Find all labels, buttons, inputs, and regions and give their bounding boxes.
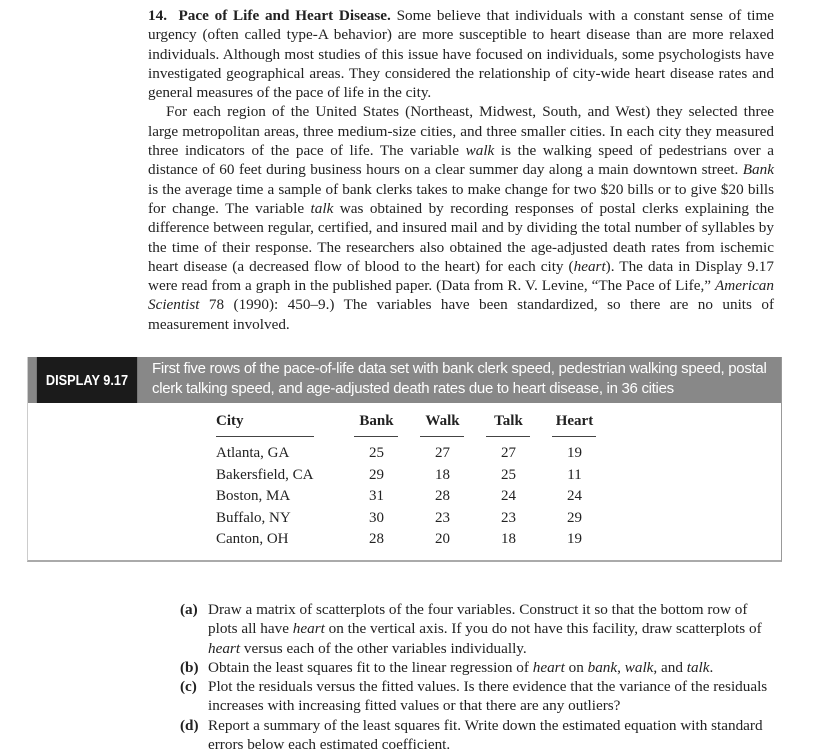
data-table xyxy=(216,411,607,551)
question-label: (b) xyxy=(180,658,199,676)
cell-talk: 18 xyxy=(500,531,516,547)
table-row xyxy=(216,529,607,551)
cell-talk: 25 xyxy=(500,466,516,483)
text: ). The data in Display 9.17 were read from a graph in the published paper. (Data from R. V. Levine, “The Pace of Life,” xyxy=(148,257,774,295)
table-row xyxy=(216,508,607,530)
text: is the average time a sample of bank clerks takes to make change for two $20 bills or to give $20 bills for change. The variable xyxy=(148,180,774,217)
cell-bank: 28 xyxy=(368,531,384,547)
cell-heart: 19 xyxy=(566,445,582,461)
question-text: Plot the residuals versus the fitted values. Is there evidence that the variance of the residuals increases with increasing fitted values or that there are any outliers? xyxy=(208,678,768,715)
question-b xyxy=(180,658,774,677)
var-talk: talk xyxy=(310,199,334,217)
col-header-bank: Bank xyxy=(354,413,398,437)
table-row xyxy=(216,486,607,508)
cell-bank: 31 xyxy=(368,488,384,504)
col-header-talk: Talk xyxy=(486,413,530,437)
col-header xyxy=(216,411,343,443)
text: For each region of the United States (Northeast, Midwest, South, and West) they selected three large metropolitan areas, three medium-size cities, and three smaller cities. In each city they measured three indicators of the pace of life. The variable xyxy=(148,103,774,160)
cell-walk: 20 xyxy=(434,531,450,547)
cell-heart: 29 xyxy=(566,509,582,526)
col-header-heart: Heart xyxy=(552,413,596,437)
question-label: (c) xyxy=(180,678,197,696)
display-label: DISPLAY 9.17 xyxy=(37,357,137,403)
cell-talk: 24 xyxy=(500,488,516,504)
text: 78 (1990): 450–9.) The variables have been standardized, so there are no units of measurement involved. xyxy=(148,296,774,333)
cell-bank: 30 xyxy=(368,509,384,526)
display-box xyxy=(27,357,782,562)
cell-city: Boston, MA xyxy=(216,488,291,504)
cell-city: Buffalo, NY xyxy=(216,509,291,526)
col-header xyxy=(541,411,607,443)
problem-paragraph-1 xyxy=(148,6,774,102)
problem-number: 14. xyxy=(148,7,167,24)
cell-walk: 18 xyxy=(434,466,450,483)
table-header-row xyxy=(216,411,607,443)
cell-heart: 11 xyxy=(567,466,582,483)
col-header-walk: Walk xyxy=(420,413,464,437)
table-row xyxy=(216,443,607,465)
cell-walk: 23 xyxy=(434,509,450,526)
col-header xyxy=(475,411,541,443)
question-text: Draw a matrix of scatterplots of the four variables. Construct it so that the bottom row of plots all have heart on the vertical axis. If you do not have this facility, draw scatterplots of heart versus each of the other variables individually. xyxy=(208,601,762,657)
col-header xyxy=(343,411,409,443)
question-label: (a) xyxy=(180,601,198,618)
question-d xyxy=(180,716,774,755)
var-walk: walk xyxy=(465,142,495,160)
cell-talk: 23 xyxy=(500,509,516,526)
problem-text xyxy=(148,6,774,334)
display-header xyxy=(28,357,781,403)
cell-walk: 27 xyxy=(434,445,450,461)
cell-city: Bakersfield, CA xyxy=(216,466,314,483)
col-header xyxy=(409,411,475,443)
cell-walk: 28 xyxy=(434,488,450,504)
cell-city: Atlanta, GA xyxy=(216,445,290,461)
cell-bank: 25 xyxy=(368,445,384,461)
text: was obtained by recording responses of postal clerks explaining the difference between regular, certified, and insured mail and by dividing the total number of syllables by the time of their response. The researchers also obtained the age-adjusted death rates from ischemic heart disease (a decreased flow of blood to the heart) for each city ( xyxy=(148,199,774,275)
question-c xyxy=(180,677,774,716)
question-text: Report a summary of the least squares fit. Write down the estimated equation with standard errors below each estimated coefficient. xyxy=(208,716,763,754)
cell-heart: 24 xyxy=(566,488,582,504)
cell-heart: 19 xyxy=(566,531,582,547)
col-header-city: City xyxy=(216,413,314,437)
cell-bank: 29 xyxy=(368,466,384,483)
question-a xyxy=(180,600,774,658)
display-caption: First five rows of the pace-of-life data set with bank clerk speed, pedestrian walking speed, postal clerk talking speed, and age-adjusted death rates due to heart disease, in 36 cities xyxy=(152,360,767,397)
journal-name: American Scientist xyxy=(148,277,774,314)
question-label: (d) xyxy=(180,716,199,734)
cell-talk: 27 xyxy=(500,445,516,461)
cell-city: Canton, OH xyxy=(216,531,289,547)
table-row xyxy=(216,465,607,487)
problem-paragraph-2 xyxy=(148,102,774,334)
text: is the walking speed of pedestrians over a distance of 60 feet during business hours on a clear summer day along a main downtown street. xyxy=(148,142,774,179)
var-bank: Bank xyxy=(742,161,774,179)
question-text: Obtain the least squares fit to the linear regression of heart on bank, walk, and talk. xyxy=(208,658,714,676)
questions xyxy=(180,600,774,754)
problem-title: Pace of Life and Heart Disease. xyxy=(178,7,391,24)
var-heart: heart xyxy=(573,257,606,275)
text: Some believe that individuals with a constant sense of time urgency (often called type-A behavior) are more susceptible to heart disease than are more relaxed individuals. Although most studies of this issue have focused on individuals, some psychologists have investigated geographical areas. They considered the relationship of city-wide heart disease rates and general measures of the pace of life in the city. xyxy=(148,7,775,102)
